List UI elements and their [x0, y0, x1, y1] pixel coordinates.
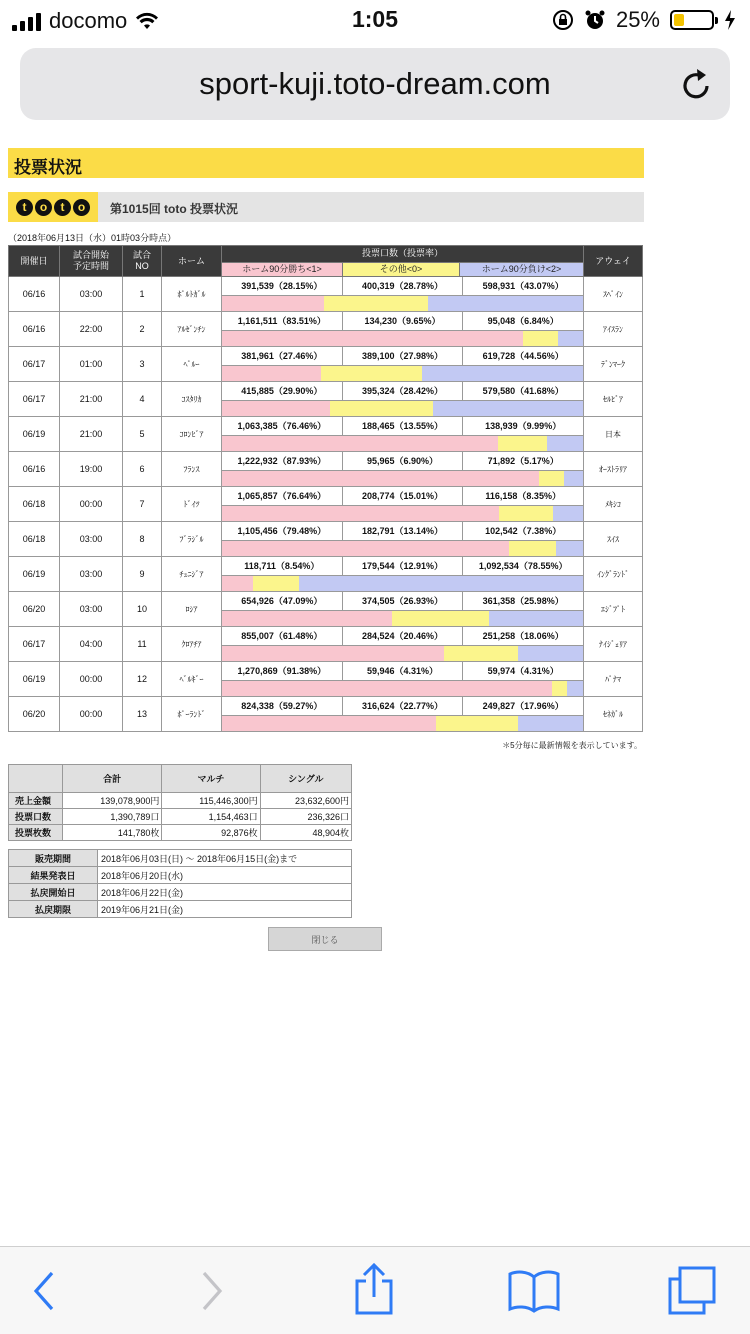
home-lose-count: 138,939（9.99%） — [463, 417, 583, 436]
vote-status-table — [8, 245, 643, 732]
table-row — [9, 347, 643, 382]
table-row — [9, 697, 643, 732]
vote-count-cell — [222, 522, 584, 557]
match-no: 8 — [123, 522, 162, 557]
sales-value: 48,904枚 — [260, 825, 351, 841]
table-row — [9, 452, 643, 487]
table-row — [9, 557, 643, 592]
other-count: 395,324（28.42%） — [343, 382, 464, 401]
match-date: 06/17 — [9, 627, 60, 662]
home-team: ﾎﾟｰﾗﾝﾄﾞ — [162, 697, 222, 732]
vote-count-cell — [222, 277, 584, 312]
other-bar — [330, 401, 433, 416]
header-date: 開催日 — [9, 246, 60, 277]
home-win-count: 824,338（59.27%） — [222, 697, 343, 716]
vote-count-cell — [222, 487, 584, 522]
home-win-count: 1,222,932（87.93%） — [222, 452, 343, 471]
home-team: ｸﾛｱﾁｱ — [162, 627, 222, 662]
vote-count-cell — [222, 347, 584, 382]
home-lose-bar — [299, 576, 583, 591]
home-win-bar — [222, 506, 499, 521]
home-team: ﾎﾟﾙﾄｶﾞﾙ — [162, 277, 222, 312]
home-win-bar — [222, 471, 539, 486]
header-time-line1: 試合開始 — [72, 250, 109, 260]
other-count: 284,524（20.46%） — [343, 627, 464, 646]
sales-row-label: 売上金額 — [9, 793, 63, 809]
match-date: 06/17 — [9, 347, 60, 382]
home-win-count: 855,007（61.48%） — [222, 627, 343, 646]
header-count: 投票口数（投票率） — [222, 246, 584, 263]
table-row — [9, 793, 352, 809]
other-bar — [324, 296, 428, 311]
home-team: ﾄﾞｲﾂ — [162, 487, 222, 522]
vote-count-cell — [222, 382, 584, 417]
other-count: 134,230（9.65%） — [343, 312, 464, 331]
home-lose-count: 59,974（4.31%） — [463, 662, 583, 681]
reload-icon[interactable] — [680, 66, 714, 102]
vote-rate-bar — [222, 506, 583, 521]
header-no-line1: 試合 — [132, 250, 151, 260]
table-row — [9, 592, 643, 627]
vote-count-cell — [222, 627, 584, 662]
tabs-icon[interactable] — [666, 1265, 718, 1317]
update-note: ＊5分毎に最新情報を表示しています。 — [502, 741, 642, 750]
match-no: 7 — [123, 487, 162, 522]
page-title: 投票状況 — [8, 148, 644, 178]
kickoff-time: 21:00 — [60, 382, 123, 417]
vote-rate-bar — [222, 296, 583, 311]
other-count: 59,946（4.31%） — [343, 662, 464, 681]
header-home-win: ホーム90分勝ち<1> — [222, 262, 343, 276]
battery-icon — [670, 10, 714, 30]
home-lose-count: 116,158（8.35%） — [463, 487, 583, 506]
home-lose-count: 598,931（43.07%） — [463, 277, 583, 296]
home-lose-count: 71,892（5.17%） — [463, 452, 583, 471]
period-label: 販売期間 — [9, 850, 98, 867]
home-win-bar — [222, 576, 253, 591]
match-date: 06/19 — [9, 557, 60, 592]
home-win-bar — [222, 296, 324, 311]
address-bar[interactable] — [20, 48, 730, 120]
home-lose-count: 102,542（7.38%） — [463, 522, 583, 541]
vote-count-cell — [222, 312, 584, 347]
header-away: アウェイ — [584, 246, 643, 277]
vote-count-cell — [222, 452, 584, 487]
home-win-count: 381,961（27.46%） — [222, 347, 343, 366]
kickoff-time: 04:00 — [60, 627, 123, 662]
kickoff-time: 21:00 — [60, 417, 123, 452]
match-no: 4 — [123, 382, 162, 417]
period-label: 結果発表日 — [9, 867, 98, 884]
other-bar — [253, 576, 300, 591]
other-count: 316,624（22.77%） — [343, 697, 464, 716]
vote-rate-bar — [222, 611, 583, 626]
home-team: ｺﾛﾝﾋﾞｱ — [162, 417, 222, 452]
sales-value: 139,078,900円 — [63, 793, 162, 809]
period-label: 払戻開始日 — [9, 884, 98, 901]
toto-title-bar — [8, 192, 644, 222]
match-no: 9 — [123, 557, 162, 592]
other-bar — [436, 716, 518, 731]
away-team: ｾﾈｶﾞﾙ — [584, 697, 643, 732]
home-win-bar — [222, 681, 552, 696]
home-team: ﾌﾞﾗｼﾞﾙ — [162, 522, 222, 557]
carrier-name: docomo — [49, 8, 128, 33]
away-team: ﾃﾞﾝﾏｰｸ — [584, 347, 643, 382]
sales-header: マルチ — [162, 765, 260, 793]
home-lose-count: 579,580（41.68%） — [463, 382, 583, 401]
logo-letter: o — [73, 199, 90, 216]
other-bar — [498, 436, 547, 451]
vote-rate-bar — [222, 401, 583, 416]
home-lose-count: 1,092,534（78.55%） — [463, 557, 583, 576]
toto-logo — [8, 192, 98, 222]
header-home: ホーム — [162, 246, 222, 277]
away-team: ﾒｷｼｺ — [584, 487, 643, 522]
vote-count-cell — [222, 662, 584, 697]
other-count: 400,319（28.78%） — [343, 277, 464, 296]
match-no: 12 — [123, 662, 162, 697]
home-lose-bar — [547, 436, 583, 451]
vote-count-cell — [222, 417, 584, 452]
kickoff-time: 03:00 — [60, 592, 123, 627]
home-win-count: 1,065,857（76.64%） — [222, 487, 343, 506]
vote-rate-bar — [222, 646, 583, 661]
logo-letter: t — [54, 199, 71, 216]
table-row — [9, 850, 352, 867]
sales-summary-table — [8, 764, 352, 841]
home-win-bar — [222, 366, 321, 381]
home-win-count: 1,161,511（83.51%） — [222, 312, 343, 331]
home-lose-bar — [422, 366, 583, 381]
other-bar — [552, 681, 568, 696]
table-row — [9, 487, 643, 522]
status-bar — [0, 0, 750, 40]
header-home-lose: ホーム90分負け<2> — [460, 262, 584, 276]
match-date: 06/18 — [9, 487, 60, 522]
match-no: 6 — [123, 452, 162, 487]
as-of-timestamp: （2018年06月13日（水）01時03分時点） — [8, 233, 177, 243]
home-team: ﾍﾟﾙｰ — [162, 347, 222, 382]
match-no: 10 — [123, 592, 162, 627]
other-count: 95,965（6.90%） — [343, 452, 464, 471]
home-team: ﾍﾞﾙｷﾞｰ — [162, 662, 222, 697]
match-no: 11 — [123, 627, 162, 662]
table-row — [9, 825, 352, 841]
vote-rate-bar — [222, 366, 583, 381]
home-win-count: 1,105,456（79.48%） — [222, 522, 343, 541]
home-win-count: 1,063,385（76.46%） — [222, 417, 343, 436]
vote-rate-bar — [222, 471, 583, 486]
home-lose-count: 361,358（25.98%） — [463, 592, 583, 611]
home-team: ｺｽﾀﾘｶ — [162, 382, 222, 417]
other-bar — [321, 366, 422, 381]
match-no: 5 — [123, 417, 162, 452]
match-date: 06/16 — [9, 452, 60, 487]
other-count: 208,774（15.01%） — [343, 487, 464, 506]
sales-header: シングル — [260, 765, 351, 793]
sales-corner-cell — [9, 765, 63, 793]
table-row — [9, 417, 643, 452]
vote-count-cell — [222, 697, 584, 732]
kickoff-time: 00:00 — [60, 662, 123, 697]
logo-letter: t — [16, 199, 33, 216]
away-team: ｾﾙﾋﾞｱ — [584, 382, 643, 417]
away-team: ｱｲｽﾗﾝ — [584, 312, 643, 347]
table-row — [9, 662, 643, 697]
sales-value: 115,446,300円 — [162, 793, 260, 809]
home-lose-bar — [433, 401, 583, 416]
home-lose-bar — [518, 716, 583, 731]
away-team: ｲﾝｸﾞﾗﾝﾄﾞ — [584, 557, 643, 592]
period-value: 2018年06月20日(水) — [98, 867, 352, 884]
home-lose-bar — [489, 611, 583, 626]
vote-rate-bar — [222, 436, 583, 451]
sales-header: 合計 — [63, 765, 162, 793]
away-team: ﾅｲｼﾞｪﾘｱ — [584, 627, 643, 662]
home-lose-bar — [553, 506, 583, 521]
home-team: ﾛｼｱ — [162, 592, 222, 627]
sales-row-label: 投票口数 — [9, 809, 63, 825]
bookmarks-icon[interactable] — [507, 1269, 561, 1313]
kickoff-time: 03:00 — [60, 557, 123, 592]
forward-icon[interactable] — [198, 1269, 226, 1313]
other-bar — [523, 331, 558, 346]
home-win-count: 391,539（28.15%） — [222, 277, 343, 296]
away-team: ｴｼﾞﾌﾟﾄ — [584, 592, 643, 627]
table-row — [9, 382, 643, 417]
sales-value: 92,876枚 — [162, 825, 260, 841]
away-team: 日本 — [584, 417, 643, 452]
kickoff-time: 03:00 — [60, 522, 123, 557]
battery-percent: 25% — [615, 7, 660, 32]
match-date: 06/17 — [9, 382, 60, 417]
table-row — [9, 627, 643, 662]
vote-rate-bar — [222, 331, 583, 346]
other-count: 179,544（12.91%） — [343, 557, 464, 576]
home-win-bar — [222, 541, 509, 556]
vote-rate-bar — [222, 576, 583, 591]
home-team: ﾌﾗﾝｽ — [162, 452, 222, 487]
other-count: 182,791（13.14%） — [343, 522, 464, 541]
home-lose-bar — [556, 541, 583, 556]
home-lose-bar — [518, 646, 583, 661]
page-content — [8, 148, 644, 951]
home-lose-count: 95,048（6.84%） — [463, 312, 583, 331]
table-row — [9, 809, 352, 825]
home-win-bar — [222, 436, 498, 451]
kickoff-time: 22:00 — [60, 312, 123, 347]
close-button[interactable]: 閉じる — [268, 927, 382, 951]
sales-row-label: 投票枚数 — [9, 825, 63, 841]
round-title: 第1015回 toto 投票状況 — [110, 202, 239, 216]
table-row — [9, 867, 352, 884]
other-bar — [539, 471, 564, 486]
home-win-count: 415,885（29.90%） — [222, 382, 343, 401]
other-bar — [444, 646, 518, 661]
vote-rate-bar — [222, 681, 583, 696]
other-bar — [509, 541, 556, 556]
away-team: ｵｰｽﾄﾗﾘｱ — [584, 452, 643, 487]
logo-letter: o — [35, 199, 52, 216]
home-win-count: 654,926（47.09%） — [222, 592, 343, 611]
sales-value: 141,780枚 — [63, 825, 162, 841]
vote-count-cell — [222, 557, 584, 592]
vote-rate-bar — [222, 541, 583, 556]
home-win-bar — [222, 716, 436, 731]
other-count: 374,505（26.93%） — [343, 592, 464, 611]
home-lose-count: 251,258（18.06%） — [463, 627, 583, 646]
share-icon[interactable] — [352, 1263, 396, 1315]
match-date: 06/20 — [9, 697, 60, 732]
table-row — [9, 901, 352, 918]
home-win-bar — [222, 401, 330, 416]
period-value: 2018年06月03日(日) 〜 2018年06月15日(金)まで — [98, 850, 352, 867]
away-team: ｽｲｽ — [584, 522, 643, 557]
clock: 1:05 — [351, 6, 399, 32]
match-no: 1 — [123, 277, 162, 312]
period-value: 2019年06月21日(金) — [98, 901, 352, 918]
home-lose-bar — [567, 681, 583, 696]
period-value: 2018年06月22日(金) — [98, 884, 352, 901]
table-row — [9, 312, 643, 347]
other-count: 389,100（27.98%） — [343, 347, 464, 366]
match-no: 3 — [123, 347, 162, 382]
period-label: 払戻期限 — [9, 901, 98, 918]
back-icon[interactable] — [30, 1269, 58, 1313]
table-row — [9, 522, 643, 557]
kickoff-time: 00:00 — [60, 697, 123, 732]
vote-count-cell — [222, 592, 584, 627]
away-team: ﾊﾟﾅﾏ — [584, 662, 643, 697]
header-no — [123, 246, 162, 277]
home-lose-bar — [428, 296, 583, 311]
home-lose-count: 619,728（44.56%） — [463, 347, 583, 366]
home-lose-bar — [564, 471, 583, 486]
header-no-line2: NO — [135, 261, 149, 271]
home-win-bar — [222, 646, 444, 661]
match-date: 06/19 — [9, 662, 60, 697]
rotation-lock-icon — [552, 9, 574, 31]
kickoff-time: 19:00 — [60, 452, 123, 487]
header-time-line2: 予定時間 — [72, 261, 109, 271]
home-lose-bar — [558, 331, 583, 346]
browser-toolbar — [0, 1246, 750, 1334]
sales-value: 1,390,789口 — [63, 809, 162, 825]
home-team: ﾁｭﾆｼﾞｱ — [162, 557, 222, 592]
match-no: 13 — [123, 697, 162, 732]
home-win-bar — [222, 331, 523, 346]
kickoff-time: 00:00 — [60, 487, 123, 522]
charging-icon — [724, 9, 736, 31]
other-count: 188,465（13.55%） — [343, 417, 464, 436]
table-row — [9, 277, 643, 312]
match-date: 06/18 — [9, 522, 60, 557]
table-row — [9, 884, 352, 901]
match-no: 2 — [123, 312, 162, 347]
header-other: その他<0> — [343, 262, 460, 276]
home-team: ｱﾙｾﾞﾝﾁﾝ — [162, 312, 222, 347]
sales-value: 23,632,600円 — [260, 793, 351, 809]
other-bar — [392, 611, 489, 626]
sales-value: 1,154,463口 — [162, 809, 260, 825]
header-time — [60, 246, 123, 277]
vote-rate-bar — [222, 716, 583, 731]
url-text: sport-kuji.toto-dream.com — [199, 66, 551, 101]
match-date: 06/16 — [9, 312, 60, 347]
other-bar — [499, 506, 553, 521]
match-date: 06/16 — [9, 277, 60, 312]
home-win-count: 118,711（8.54%） — [222, 557, 343, 576]
home-win-bar — [222, 611, 392, 626]
match-date: 06/20 — [9, 592, 60, 627]
home-lose-count: 249,827（17.96%） — [463, 697, 583, 716]
sales-value: 236,326口 — [260, 809, 351, 825]
home-win-count: 1,270,869（91.38%） — [222, 662, 343, 681]
kickoff-time: 01:00 — [60, 347, 123, 382]
alarm-icon — [584, 9, 606, 31]
away-team: ｽﾍﾟｲﾝ — [584, 277, 643, 312]
period-table — [8, 849, 352, 918]
kickoff-time: 03:00 — [60, 277, 123, 312]
match-date: 06/19 — [9, 417, 60, 452]
